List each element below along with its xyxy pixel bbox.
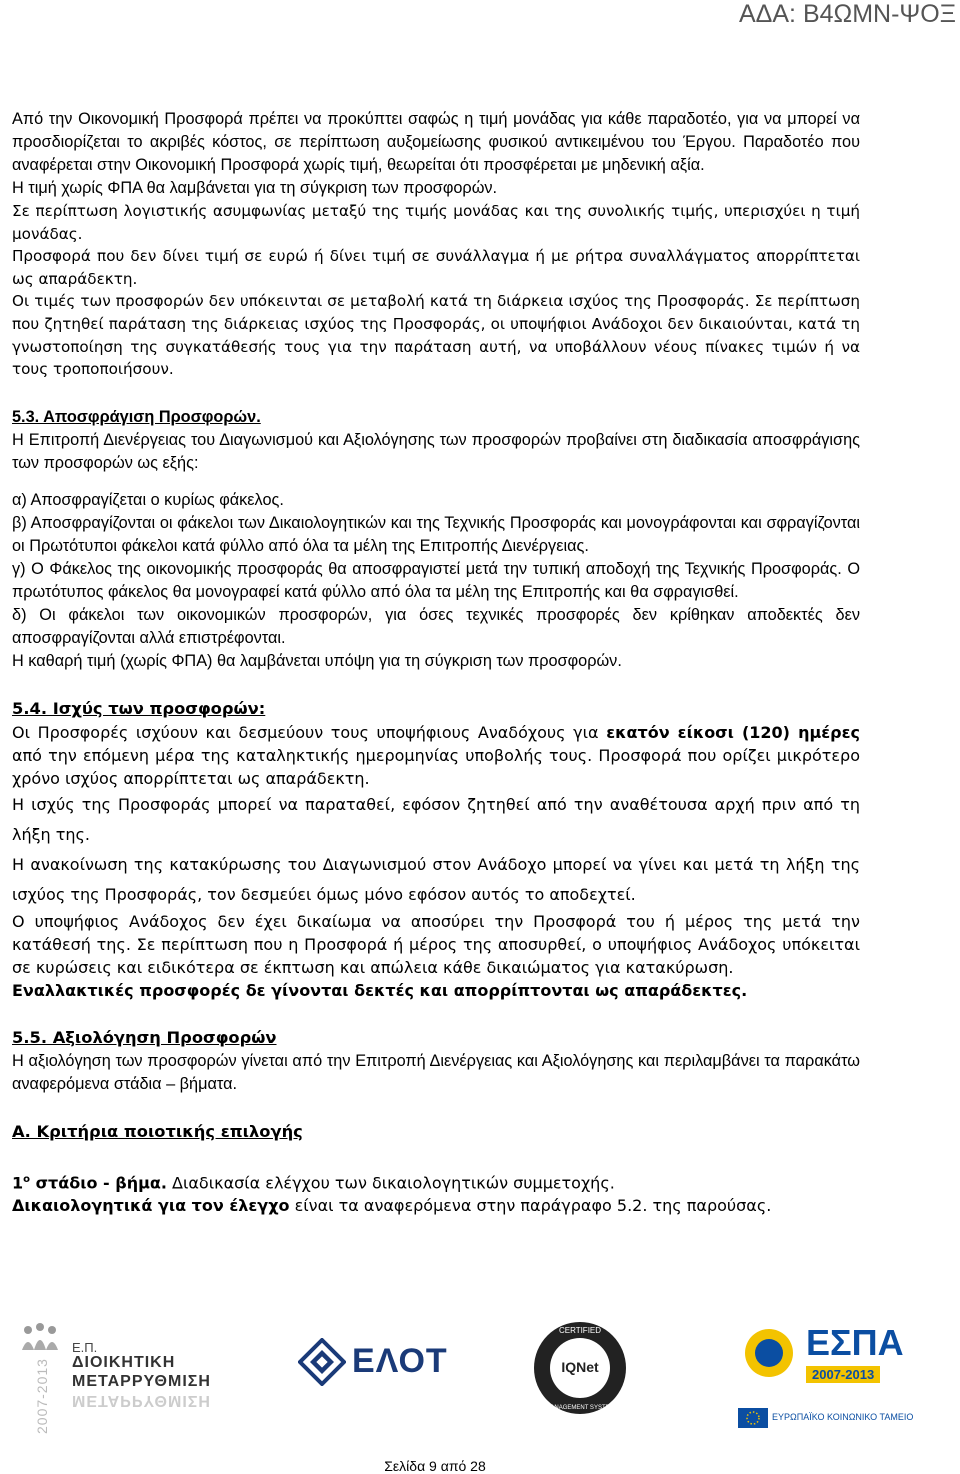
certification-seal-icon <box>532 1320 628 1416</box>
s54-withdrawal: Ο υποψήφιος Ανάδοχος δεν έχει δικαίωμα να αποσύρει την Προσφορά του ή μέρος της μετά την κατάθεσή της. Σε περίπτωση που η Προσφορά ή μέρος της αποσυρθεί, ο υποψήφιος Ανάδοχος υπόκειται σε κυρώσεις και ειδικότερα σε έκπτωση και απώλεια κάθε δικαιώματος για κατακύρωση. <box>12 911 860 977</box>
paragraph-vat: Η τιμή χωρίς ΦΠΑ θα λαμβάνεται για τη σύγκριση των προσφορών. <box>12 179 498 197</box>
espa-sun-icon <box>736 1320 802 1390</box>
people-icon <box>14 1320 64 1356</box>
ep-label: Ε.Π. <box>72 1340 98 1355</box>
paragraph-currency: Προσφορά που δεν δίνει τιμή σε ευρώ ή δίνει τιμή σε συνάλλαγμα ή με ρήτρα συναλλάγματος απορρίπτεται ως απαράδεκτη. <box>12 247 860 288</box>
s54-alternatives: Εναλλακτικές προσφορές δε γίνονται δεκτές και απορρίπτονται ως απαράδεκτες. <box>12 980 748 1000</box>
ep-years: 2007-2013 <box>34 1358 50 1434</box>
ep-line1: ΔΙΟΙΚΗΤΙΚΗ <box>72 1354 176 1371</box>
ep-line2-reflection: ΜΕΤΑΡΡΥΘΜΙΣΗ <box>72 1392 211 1409</box>
ep-administrative-reform-logo <box>12 1320 211 1434</box>
footer-logos <box>0 1312 960 1432</box>
cert-bottom: MANAGEMENT SYSTEM <box>545 1405 615 1411</box>
s55-documents: Δικαιολογητικά για τον έλεγχο είναι τα αναφερόμενα στην παράγραφο 5.2. της παρούσας. <box>12 1196 772 1216</box>
paragraph-validity-change: Οι τιμές των προσφορών δεν υπόκεινται σε μεταβολή κατά τη διάρκεια ισχύος της Προσφοράς. Σε περίπτωση που ζητηθεί παράταση της διάρκειας ισχύος της Προσφοράς, οι υποψήφιοι Ανάδοχοι δεν δικαιούνται, κατά τη γνωστοποίηση της συγκατάθεσής τους για την παράταση αυτή, να υποβάλλουν νέους πίνακες τιμών ή να τους τροποποιήσουν. <box>12 292 860 379</box>
s53-item-c: γ) Ο Φάκελος της οικονομικής προσφοράς θα αποσφραγιστεί μετά την τυπική αποδοχή της Τεχνικής Προσφοράς. Ο πρωτότυπος φάκελος θα μονογραφεί κατά φύλλο από όλα τα μέλη της Επιτροπής και θα σφραγισθεί. <box>12 559 860 601</box>
s53-intro: Η Επιτροπή Διενέργειας του Διαγωνισμού και Αξιολόγησης των προσφορών προβαίνει στη διαδικασία αποσφράγισης των προσφορών ως εξής: <box>12 430 860 472</box>
section-5-3-title: 5.3. Αποσφράγιση Προσφορών. <box>12 407 261 426</box>
paragraph-unit-price: Από την Οικονομική Προσφορά πρέπει να προκύπτει σαφώς η τιμή μονάδας για κάθε παραδοτέο, για να μπορεί να προσδιορίζεται το ακριβές κόστος, σε περίπτωση αυξομείωσης φυσικού αντικειμένου του Έργου. Παραδοτέο που αναφέρεται στην Οικονομική Προσφορά χωρίς τιμή, θεωρείται ότι προσφέρεται με μηδενική αξία. <box>12 110 860 174</box>
s53-item-b: β) Αποσφραγίζονται οι φάκελοι των Δικαιολογητικών και της Τεχνικής Προσφοράς και μονογράφονται και σφραγίζονται οι Πρωτότυποι φάκελοι κατά φύλλο από όλα τα μέλη της Επιτροπής Διενέργειας. <box>12 513 860 555</box>
ep-line2: ΜΕΤΑΡΡΥΘΜΙΣΗ <box>72 1373 211 1390</box>
eu-flag-icon <box>738 1408 768 1428</box>
s54-award: Η ανακοίνωση της κατακύρωσης του Διαγωνισμού στον Ανάδοχο μπορεί να γίνει και μετά τη λήξη της ισχύος της Προσφοράς, τον δεσμεύει όμως μόνο εφόσον αυτός το αποδεχτεί. <box>12 854 860 904</box>
section-5-5-title: 5.5. Αξιολόγηση Προσφορών <box>12 1027 277 1047</box>
espa-name: ΕΣΠΑ <box>806 1322 904 1363</box>
s53-item-d: δ) Οι φάκελοι των οικονομικών προσφορών, για όσες τεχνικές προσφορές δεν κρίθηκαν αποδεκτές δεν αποσφραγίζονται αλλά επιστρέφονται. <box>12 605 860 647</box>
paragraph-discrepancy: Σε περίπτωση λογιστικής ασυμφωνίας μεταξύ της τιμής μονάδας και της συνολικής τιμής, υπερισχύει η τιμή μονάδας. <box>12 202 860 243</box>
espa-years: 2007-2013 <box>806 1366 880 1383</box>
cert-mid: IQNet <box>561 1359 599 1375</box>
s55-sub-a: Α. Κριτήρια ποιοτικής επιλογής <box>12 1121 303 1141</box>
elot-name: ΕΛΟΤ <box>352 1342 448 1380</box>
iqnet-certification-seal <box>532 1320 628 1416</box>
elot-emblem-icon <box>298 1338 346 1386</box>
ada-code: ΑΔΑ: Β4ΩΜΝ-ΨΟΞ <box>739 0 956 28</box>
section-5-4-title: 5.4. Ισχύς των προσφορών: <box>12 698 266 718</box>
s54-extension: Η ισχύς της Προσφοράς μπορεί να παραταθεί, εφόσον ζητηθεί από την αναθέτουσα αρχή πριν από τη λήξη της. <box>12 794 860 844</box>
s55-intro: Η αξιολόγηση των προσφορών γίνεται από την Επιτροπή Διενέργειας και Αξιολόγησης και περιλαμβάνει τα παρακάτω αναφερόμενα στάδια – βήματα. <box>12 1051 860 1093</box>
s53-item-a: α) Αποσφραγίζεται ο κυρίως φάκελος. <box>12 490 284 509</box>
espa-logo <box>736 1318 926 1430</box>
s54-validity: Οι Προσφορές ισχύουν και δεσμεύουν τους υποψήφιους Αναδόχους για εκατόν είκοσι (120) ημέρες από την επόμενη μέρα της καταληκτικής ημερομηνίας υποβολής τους. Προσφορά που ορίζει μικρότερο χρόνο ισχύος απορρίπτεται ως απαράδεκτη. <box>12 722 861 788</box>
cert-top: CERTIFIED <box>558 1326 602 1335</box>
document-body <box>12 108 860 1217</box>
s53-net-price: Η καθαρή τιμή (χωρίς ΦΠΑ) θα λαμβάνεται υπόψη για τη σύγκριση των προσφορών. <box>12 651 622 670</box>
page-number: Σελίδα 9 από 28 <box>384 1458 486 1474</box>
s55-stage-1: $1^o$ στάδιο - βήμα. Διαδικασία ελέγχου των δικαιολογητικών συμμετοχής. <box>12 1173 615 1193</box>
elot-logo <box>298 1338 468 1388</box>
espa-fund: ΕΥΡΩΠΑΪΚΟ ΚΟΙΝΩΝΙΚΟ ΤΑΜΕΙΟ <box>772 1412 914 1422</box>
